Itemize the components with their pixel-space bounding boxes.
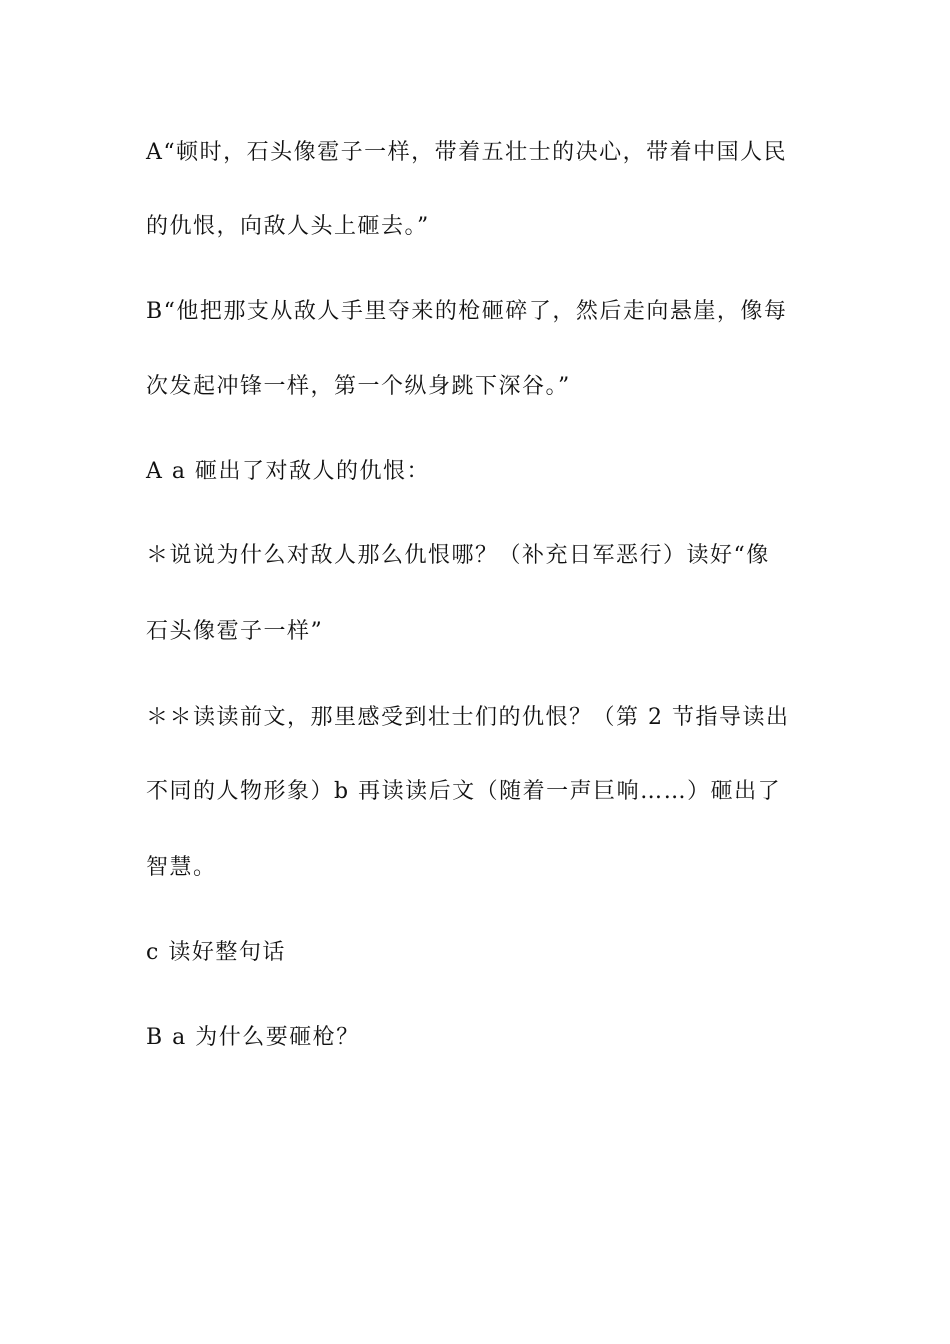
text-line: A“顿时，石头像雹子一样，带着五壮士的决心，带着中国人民 [146, 140, 788, 165]
text-line: c 读好整句话 [146, 940, 286, 965]
text-line: B a 为什么要砸枪？ [146, 1025, 360, 1050]
text-line: 次发起冲锋一样，第一个纵身跳下深谷。” [146, 374, 571, 399]
text-line: ＊说说为什么对敌人那么仇恨哪？（补充日军恶行）读好“像 [146, 543, 770, 568]
text-line: A a 砸出了对敌人的仇恨： [146, 459, 430, 484]
text-line: B“他把那支从敌人手里夺来的枪砸碎了，然后走向悬崖，像每 [146, 299, 788, 324]
text-line: ＊＊读读前文，那里感受到壮士们的仇恨？（第 2 节指导读出 [146, 705, 790, 730]
text-line: 的仇恨，向敌人头上砸去。” [146, 214, 430, 239]
text-line: 石头像雹子一样” [146, 619, 324, 644]
text-line: 不同的人物形象）b 再读读后文（随着一声巨响……）砸出了 [146, 779, 782, 804]
text-line: 智慧。 [146, 855, 217, 880]
